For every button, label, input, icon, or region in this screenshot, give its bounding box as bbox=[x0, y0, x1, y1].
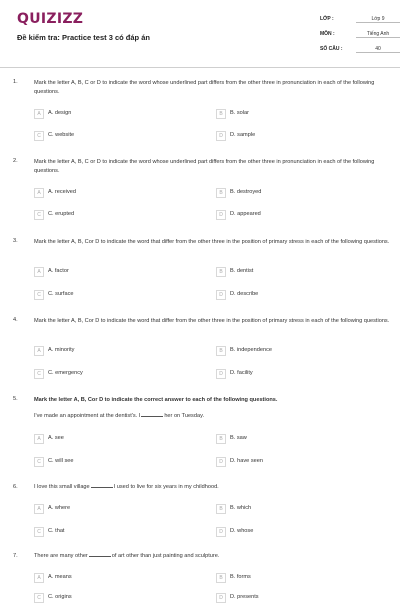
question-number: 4. bbox=[13, 317, 18, 323]
option-letter-box: D bbox=[216, 131, 226, 141]
sentence-end: her on Tuesday. bbox=[164, 413, 205, 419]
option-letter-box: C bbox=[34, 131, 44, 141]
option-text: B. solar bbox=[230, 110, 249, 116]
question-number: 6. bbox=[13, 484, 18, 490]
page-title: Đề kiểm tra: Practice test 3 có đáp án bbox=[17, 33, 150, 42]
option-text: C. website bbox=[48, 132, 75, 138]
option-letter-box: B bbox=[216, 346, 226, 356]
option-letter-box: A bbox=[34, 188, 44, 198]
option-letter-box: A bbox=[34, 504, 44, 514]
option-text: C. erupted bbox=[48, 211, 75, 217]
question-stem: Mark the letter A, B, Cor D to indicate the word that differ from the other three in the position of primary stress in each of the following questions. bbox=[34, 318, 390, 324]
answer-blank bbox=[91, 487, 113, 488]
header-divider bbox=[0, 67, 400, 68]
quizizz-logo[interactable]: QUIZIZZ bbox=[17, 11, 84, 27]
subject-row bbox=[320, 31, 400, 38]
question-number: 5. bbox=[13, 396, 18, 402]
option-letter-box: A bbox=[34, 346, 44, 356]
question-1 bbox=[13, 79, 393, 149]
question-stem: Mark the letter A, B, C or D to indicate the word whose underlined part differs from the other three in pronunciation in each of the following questions. bbox=[34, 159, 375, 174]
question-6 bbox=[13, 484, 393, 540]
question-stem: Mark the letter A, B, C or D to indicate the word whose underlined part differs from the other three in pronunciation in each of the following questions. bbox=[34, 80, 375, 95]
question-2 bbox=[13, 158, 393, 228]
page-header bbox=[0, 0, 400, 68]
question-number: 3. bbox=[13, 238, 18, 244]
question-7 bbox=[13, 553, 393, 600]
class-row bbox=[320, 16, 400, 23]
count-row bbox=[320, 46, 400, 53]
option-letter-box: C bbox=[34, 527, 44, 537]
option-text: B. dentist bbox=[230, 268, 254, 274]
sentence-start: I've made an appointment at the dentist's. I bbox=[34, 413, 141, 419]
option-letter-box: C bbox=[34, 593, 44, 603]
question-sentence bbox=[34, 553, 219, 559]
option-text: A. factor bbox=[48, 268, 69, 274]
option-text: A. design bbox=[48, 110, 72, 116]
option-letter-box: B bbox=[216, 504, 226, 514]
option-text: D. have seen bbox=[230, 458, 263, 464]
option-text: B. which bbox=[230, 505, 252, 511]
option-letter-box: D bbox=[216, 369, 226, 379]
option-text: C. surface bbox=[48, 291, 74, 297]
subject-value: Tiếng Anh bbox=[356, 31, 400, 38]
question-4 bbox=[13, 317, 393, 387]
option-text: B. forms bbox=[230, 574, 251, 580]
question-stem: Mark the letter A, B, Cor D to indicate the correct answer to each of the following questions. bbox=[34, 397, 278, 403]
option-letter-box: C bbox=[34, 457, 44, 467]
answer-blank bbox=[89, 556, 111, 557]
count-label: SỐ CÂU : bbox=[320, 46, 343, 52]
option-letter-box: C bbox=[34, 369, 44, 379]
question-stem: Mark the letter A, B, Cor D to indicate the word that differ from the other three in the position of primary stress in each of the following questions. bbox=[34, 239, 390, 245]
option-text: A. see bbox=[48, 435, 64, 441]
option-text: D. appeared bbox=[230, 211, 261, 217]
option-text: A. means bbox=[48, 574, 72, 580]
class-label: LỚP : bbox=[320, 16, 334, 22]
option-letter-box: B bbox=[216, 573, 226, 583]
option-text: C. that bbox=[48, 528, 65, 534]
option-letter-box: B bbox=[216, 109, 226, 119]
question-number: 2. bbox=[13, 158, 18, 164]
answer-blank bbox=[141, 416, 163, 417]
option-letter-box: D bbox=[216, 457, 226, 467]
option-text: A. received bbox=[48, 189, 76, 195]
option-letter-box: A bbox=[34, 573, 44, 583]
option-text: B. independence bbox=[230, 347, 272, 353]
option-letter-box: B bbox=[216, 267, 226, 277]
option-letter-box: C bbox=[34, 290, 44, 300]
question-3 bbox=[13, 238, 393, 308]
question-sentence bbox=[34, 413, 204, 419]
sentence-start: I love this small village bbox=[34, 484, 90, 490]
option-text: C. origins bbox=[48, 594, 72, 600]
option-letter-box: B bbox=[216, 188, 226, 198]
option-text: D. whose bbox=[230, 528, 254, 534]
option-letter-box: D bbox=[216, 210, 226, 220]
question-sentence bbox=[34, 484, 219, 490]
question-5 bbox=[13, 396, 393, 471]
sentence-end: of art other than just painting and sculpture. bbox=[111, 553, 220, 559]
option-text: B. destroyed bbox=[230, 189, 262, 195]
sentence-end: I used to live for six years in my childhood. bbox=[113, 484, 219, 490]
class-value: Lớp 9 bbox=[356, 16, 400, 23]
option-letter-box: C bbox=[34, 210, 44, 220]
option-text: C. will see bbox=[48, 458, 74, 464]
option-text: A. where bbox=[48, 505, 71, 511]
option-text: D. presents bbox=[230, 594, 259, 600]
option-letter-box: A bbox=[34, 434, 44, 444]
option-letter-box: B bbox=[216, 434, 226, 444]
option-text: B. saw bbox=[230, 435, 247, 441]
option-text: A. minority bbox=[48, 347, 75, 353]
option-text: C. emergency bbox=[48, 370, 83, 376]
question-number: 7. bbox=[13, 553, 18, 559]
option-letter-box: D bbox=[216, 593, 226, 603]
option-text: D. describe bbox=[230, 291, 259, 297]
question-number: 1. bbox=[13, 79, 18, 85]
option-letter-box: D bbox=[216, 290, 226, 300]
option-text: D. sample bbox=[230, 132, 256, 138]
option-letter-box: A bbox=[34, 109, 44, 119]
count-value: 40 bbox=[356, 46, 400, 53]
option-letter-box: A bbox=[34, 267, 44, 277]
option-letter-box: D bbox=[216, 527, 226, 537]
sentence-start: There are many other bbox=[34, 553, 88, 559]
subject-label: MÔN : bbox=[320, 31, 335, 37]
option-text: D. facility bbox=[230, 370, 253, 376]
